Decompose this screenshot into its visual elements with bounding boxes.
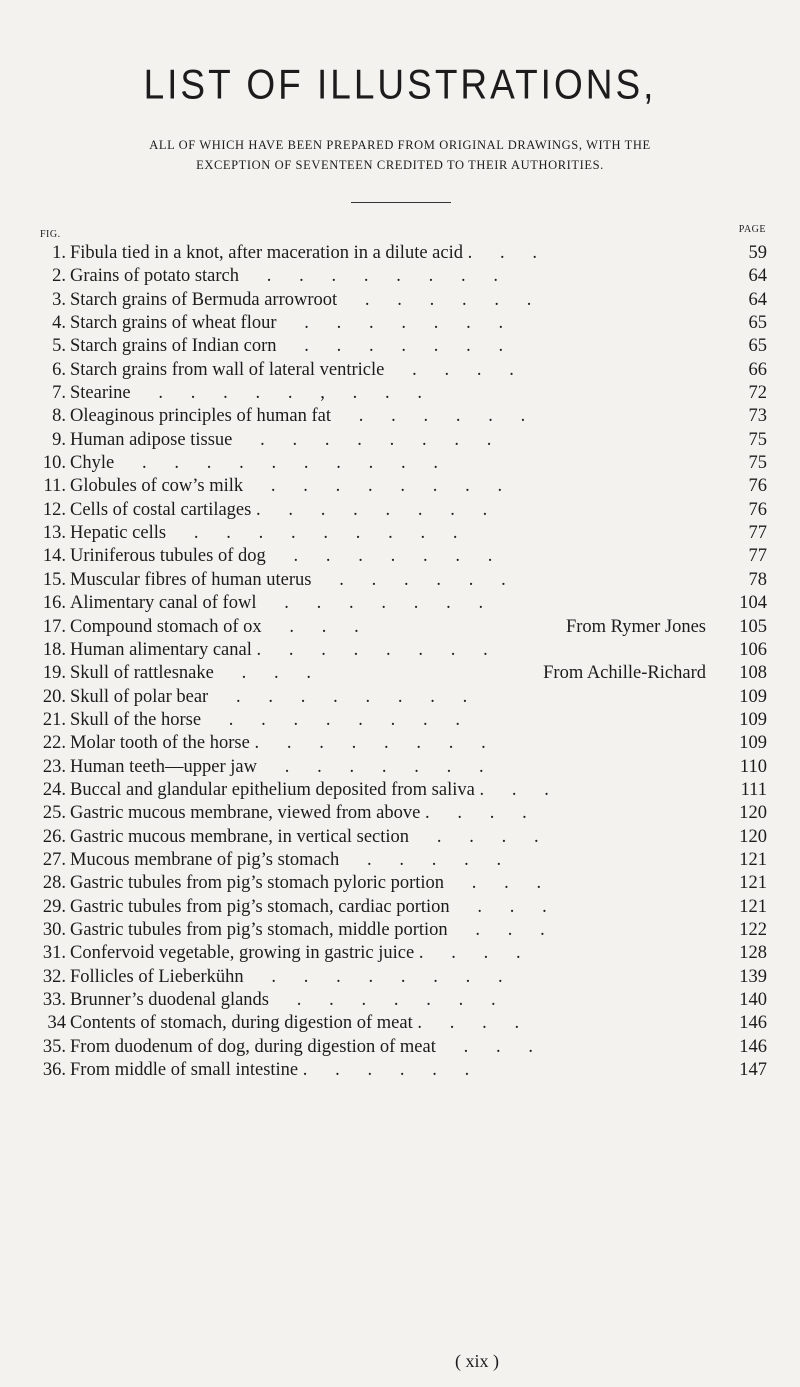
page-number: 64 [748,266,767,287]
figure-caption [70,966,503,989]
caption-text: Starch grains of Indian corn [70,336,277,357]
figure-source: From Achille-Richard [543,663,706,684]
figure-number: 3. [52,289,66,310]
page-number: 105 [739,616,767,637]
leader-dots: . . . . . . . . [243,966,503,987]
figure-number: 32. [42,966,66,987]
figure-caption [70,405,525,428]
list-item [0,289,800,312]
list-item [0,639,800,662]
leader-dots: . . . . . . . . [243,476,503,497]
caption-text: Skull of the horse [70,709,202,730]
leader-dots: . . . [447,919,545,940]
figure-number: 21. [42,709,66,730]
illustrations-list [0,242,800,1082]
page-number: 65 [748,313,767,334]
leader-dots: . . . . . . [337,289,532,310]
page-number: 139 [739,966,767,987]
figure-number: 2. [52,266,66,287]
leader-dots: . . . . [384,359,514,380]
page-number: 75 [748,429,767,450]
page-number: 104 [739,593,767,614]
list-item [0,686,800,709]
leader-dots: . . . . . . . . [251,639,488,660]
leader-dots: . . . . . . . . [201,709,461,730]
list-item [0,1059,800,1082]
figure-caption [70,335,503,358]
figure-number: 27. [42,849,66,870]
figure-caption [70,265,498,288]
figure-number: 12. [42,499,66,520]
leader-dots: . . . . [409,826,539,847]
caption-text: Brunner’s duodenal glands [70,990,270,1010]
figure-caption [70,1059,469,1082]
figure-caption [70,522,457,545]
leader-dots: . . . . . . [331,406,526,427]
figure-caption [70,569,506,592]
page-number: 120 [739,826,767,847]
page-number: 122 [739,919,767,940]
leader-dots: . . . [444,873,542,894]
caption-text: Alimentary canal of fowl [70,593,257,614]
caption-text: Cells of costal cartilages [70,499,252,520]
caption-text: Human teeth—upper jaw [70,756,257,777]
figure-caption [70,592,483,615]
leader-dots: . . . . . . [298,1060,470,1081]
caption-text: Gastric mucous membrane, in vertical section [70,826,410,847]
page-number: 121 [739,896,767,917]
figure-caption [70,1036,533,1059]
leader-dots: . . . . . . [311,569,506,590]
figure-number: 30. [42,919,66,940]
page-number: 65 [748,336,767,357]
list-item [0,966,800,989]
figure-caption [70,686,467,709]
page-number: 64 [748,289,767,310]
page-number: 78 [748,569,767,590]
list-item [0,569,800,592]
list-item [0,1012,800,1035]
caption-text: Contents of stomach, during digestion of meat [70,1013,413,1034]
list-item [0,826,800,849]
caption-text: Confervoid vegetable, growing in gastric juice [70,943,415,964]
caption-text: Oleaginous principles of human fat [70,406,331,427]
figure-number: 18. [42,639,66,660]
page-title: LIST OF ILLUSTRATIONS, [143,61,657,108]
page-number: 106 [739,639,767,660]
page-number: 140 [739,990,767,1010]
caption-text: Gastric tubules from pig’s stomach, middle portion [70,919,448,940]
figure-number: 20. [42,686,66,707]
figure-number: 11. [43,476,66,497]
figure-number: 1. [52,243,66,263]
caption-text: Stearine [70,383,131,404]
leader-dots: . . . . . . . . [232,429,492,450]
page-number: 66 [748,359,767,380]
leader-dots: . . . . . . . . [239,266,499,287]
subtitle-line-1: ALL OF WHICH HAVE BEEN PREPARED FROM ORIGINAL DRAWINGS, WITH THE [149,138,651,152]
list-item [0,896,800,919]
list-item [0,942,800,965]
leader-dots: . . . . . . . [265,546,493,567]
page-folio: ( xix ) [455,1351,499,1371]
list-item [0,756,800,779]
figure-number: 33. [42,990,66,1010]
page-number: 76 [748,499,767,520]
figure-caption [70,872,541,895]
caption-text: Starch grains of Bermuda arrowroot [70,289,338,310]
leader-dots: . . . . . . . [256,593,484,614]
leader-dots: . . . [474,779,549,800]
figure-caption [70,382,422,405]
figure-caption [70,919,545,942]
caption-text: Buccal and glandular epithelium deposited from saliva [70,779,475,800]
figure-caption [70,802,527,825]
leader-dots: . . . . . , . . . [130,383,422,404]
figure-caption [70,475,502,498]
page-number: 73 [748,406,767,427]
leader-dots: . . . . . . . [276,313,504,334]
caption-text: Human alimentary canal [70,639,252,660]
figure-number: 35. [42,1036,66,1057]
page-number: 147 [739,1060,767,1081]
caption-text: Gastric mucous membrane, viewed from above [70,803,421,824]
list-item [0,919,800,942]
leader-dots: . . . . . . . [276,336,504,357]
page-number: 128 [739,943,767,964]
leader-dots: . . . . . . . . . . [114,453,438,474]
figure-number: 14. [42,546,66,567]
page-number: 75 [748,453,767,474]
figure-caption [70,289,531,312]
page-number: 109 [739,686,767,707]
caption-text: Uriniferous tubules of dog [70,546,266,567]
page-number: 59 [748,243,767,263]
list-item [0,779,800,802]
figure-number: 8. [52,406,66,427]
list-item [0,802,800,825]
page-number: 109 [739,733,767,754]
page-number: 120 [739,803,767,824]
caption-text: Grains of potato starch [70,266,240,287]
figure-caption [70,359,514,382]
figure-number: 15. [42,569,66,590]
list-item [0,849,800,872]
divider-rule [351,202,451,203]
caption-text: Mucous membrane of pig’s stomach [70,849,340,870]
list-item [0,1036,800,1059]
figure-number: 4. [52,313,66,334]
list-item [0,592,800,615]
caption-text: Molar tooth of the horse [70,733,250,754]
figure-number: 9. [52,429,66,450]
figure-caption [70,545,492,568]
figure-caption [70,312,503,335]
caption-text: Skull of polar bear [70,686,209,707]
figure-number: 29. [42,896,66,917]
list-item [0,662,800,685]
page-number: 146 [739,1013,767,1034]
figure-number: 16. [42,593,66,614]
list-item [0,429,800,452]
list-item [0,382,800,405]
figure-caption [70,896,547,919]
page-number: 121 [739,873,767,894]
page-number: 76 [748,476,767,497]
list-item [0,452,800,475]
page-number: 77 [748,523,767,544]
figure-number: 34 [47,1013,66,1034]
leader-dots: . . . . . . . . [251,499,488,520]
figure-number: 19. [42,663,66,684]
figure-source: From Rymer Jones [565,616,706,637]
figure-caption [70,826,539,849]
figure-caption [70,639,488,662]
list-item [0,405,800,428]
figure-number: 36. [42,1060,66,1081]
list-item [0,242,800,265]
figure-caption [70,709,460,732]
figure-number: 25. [42,803,66,824]
caption-text: Hepatic cells [70,523,167,544]
leader-dots: . . . . . . . . . [166,523,458,544]
list-item [0,709,800,732]
page-number: 109 [739,709,767,730]
figure-number: 24. [42,779,66,800]
caption-text: Fibula tied in a knot, after maceration in a dilute acid [70,243,463,263]
leader-dots: . . . [261,616,359,637]
caption-text: Skull of rattlesnake [70,663,214,684]
figure-caption [70,942,521,965]
figure-number: 17. [42,616,66,637]
figure-number: 5. [52,336,66,357]
fig-column-header: FIG. [40,229,61,240]
figure-caption [70,989,496,1012]
figure-caption [70,429,491,452]
figure-number: 22. [42,733,66,754]
figure-number: 7. [52,383,66,404]
list-item [0,872,800,895]
leader-dots: . . . . . . . . [208,686,468,707]
leader-dots: . . . [213,663,311,684]
leader-dots: . . . . . . . . [249,733,486,754]
figure-number: 10. [42,453,66,474]
leader-dots: . . . [463,243,537,263]
figure-caption [70,499,487,522]
figure-number: 28. [42,873,66,894]
list-item [0,545,800,568]
leader-dots: . . . . . . . [269,990,496,1010]
leader-dots: . . . . . . . [257,756,484,777]
caption-text: Globules of cow’s milk [70,476,244,497]
page-number: 111 [740,779,767,800]
list-item [0,522,800,545]
caption-text: From middle of small intestine [70,1060,299,1081]
figure-caption [70,779,549,802]
list-item [0,499,800,522]
caption-text: Starch grains of wheat flour [70,313,277,334]
leader-dots: . . . [435,1036,533,1057]
page-number: 121 [739,849,767,870]
caption-text: Compound stomach of ox [70,616,262,637]
list-item [0,989,800,1012]
caption-text: Gastric tubules from pig’s stomach, cardiac portion [70,896,450,917]
list-item [0,312,800,335]
leader-dots: . . . [449,896,547,917]
figure-number: 6. [52,359,66,380]
caption-text: Gastric tubules from pig’s stomach pyloric portion [70,873,445,894]
page-column-header: PAGE [738,224,766,235]
caption-text: Follicles of Lieberkühn [70,966,244,987]
page-number: 108 [739,663,767,684]
leader-dots: . . . . . [339,849,502,870]
figure-number: 26. [42,826,66,847]
list-item [0,335,800,358]
caption-text: Chyle [70,453,115,474]
leader-dots: . . . . [414,943,521,964]
figure-caption [70,452,438,475]
figure-caption [70,1012,519,1035]
list-item [0,475,800,498]
figure-caption [70,732,486,755]
page-number: 146 [739,1036,767,1057]
list-item [0,359,800,382]
list-item [0,732,800,755]
figure-number: 23. [42,756,66,777]
list-item [0,616,800,639]
leader-dots: . . . . [412,1013,520,1034]
page-number: 72 [748,383,767,404]
figure-caption [70,756,484,779]
list-item [0,265,800,288]
figure-caption [70,662,311,685]
figure-number: 31. [42,943,66,964]
figure-number: 13. [42,523,66,544]
leader-dots: . . . . [420,803,527,824]
figure-caption [70,849,501,872]
figure-caption [70,616,359,639]
caption-text: From duodenum of dog, during digestion of meat [70,1036,436,1057]
page-number: 110 [739,756,767,777]
caption-text: Muscular fibres of human uterus [70,569,312,590]
caption-text: Starch grains from wall of lateral ventricle [70,359,385,380]
caption-text: Human adipose tissue [70,429,233,450]
page-number: 77 [748,546,767,567]
figure-caption [70,242,537,265]
subtitle-line-2: EXCEPTION OF SEVENTEEN CREDITED TO THEIR AUTHORITIES. [196,158,604,172]
